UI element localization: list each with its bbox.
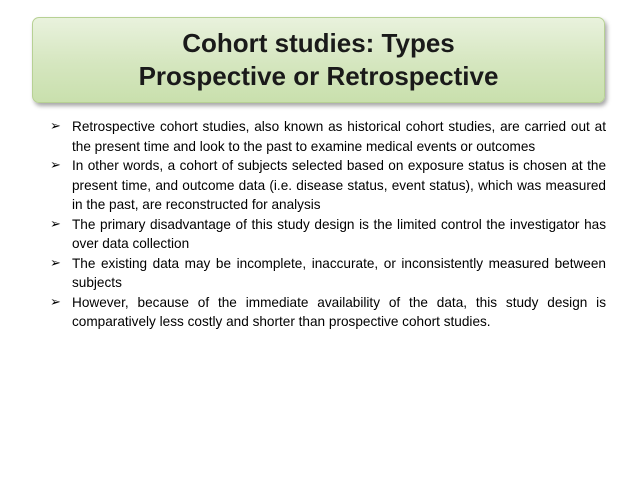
bullet-text: In other words, a cohort of subjects selected based on exposure status is chosen at the present time, and outcome data (i.e. disease status, event status), which was measured in the past, are reconstructed for analysis	[72, 158, 606, 212]
slide-title: Cohort studies: Types	[182, 28, 455, 58]
list-item	[50, 215, 606, 254]
bullet-text: The existing data may be incomplete, inaccurate, or inconsistently measured between subjects	[72, 255, 606, 290]
arrowhead-bullet-icon: ➢	[50, 255, 61, 271]
arrowhead-bullet-icon: ➢	[50, 216, 61, 232]
list-item	[50, 293, 606, 332]
title-banner	[32, 17, 605, 103]
list-item	[50, 156, 606, 215]
bullet-text: However, because of the immediate availability of the data, this study design is comparatively less costly and shorter than prospective cohort studies.	[72, 294, 606, 329]
arrowhead-bullet-icon: ➢	[50, 119, 61, 134]
slide-subtitle: Prospective or Retrospective	[138, 61, 499, 91]
bullet-text: The primary disadvantage of this study design is the limited control the investigator has over data collection	[72, 216, 606, 251]
list-item	[50, 117, 606, 156]
list-item	[50, 254, 606, 293]
arrowhead-bullet-icon: ➢	[50, 294, 61, 310]
bullet-text: Retrospective cohort studies, also known as historical cohort studies, are carried out at the present time and look to the past to examine medical events or outcomes	[72, 119, 606, 154]
arrowhead-bullet-icon: ➢	[50, 158, 61, 173]
bullet-list	[50, 117, 606, 332]
